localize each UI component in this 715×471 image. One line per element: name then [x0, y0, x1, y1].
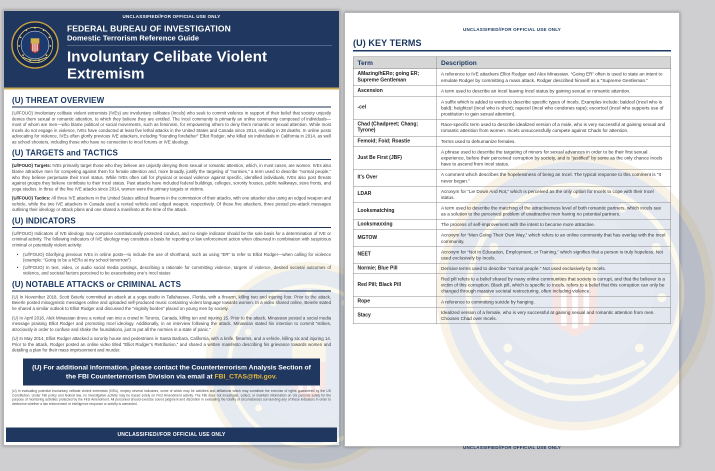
- threat-overview-section: [12, 97, 331, 146]
- description-cell: Red pill refers to a belief shared by many online communities that society is corrupt, and that the believer is a victim of this corruption. Black pill, which is specific to Incels, refers to a belief that this corruption can only be changed through massive societal restructuring, often including violence.: [437, 274, 671, 297]
- term-cell: Red Pill; Black Pill: [353, 274, 437, 297]
- tactics-paragraph: [12, 196, 331, 213]
- term-cell: LDAR: [353, 186, 437, 203]
- description-cell: A reference to committing suicide by hanging.: [437, 296, 671, 307]
- indicators-intro: (U//FOUO) Indicators of IVE ideology may comprise constitutionally protected conduct, and no single indicator should be the sole basis for a determination of IVE or criminal activity. The following indicators of IVE ideology may constitute a basis for reporting or law enforcement action when observed in combination with suspicious criminal or potentially violent activity:: [12, 230, 331, 248]
- description-cell: Race-specific term used to describe idealized version of a male, who is very successful at gaining sexual and romantic attention from women. Incels unsuccessfully compete against Chads for attention.: [437, 119, 671, 136]
- table-row: [353, 119, 671, 136]
- table-row: [353, 274, 671, 297]
- description-cell: Acronym for “Lie Down And Rot,” which is perceived as the only option for Incels to cope with their Incel status.: [437, 186, 671, 203]
- description-cell: Acronym for “Men Going Their Own Way,” which refers to an online community that has overlap with the Incel community.: [437, 230, 671, 247]
- fbi-seal-icon: [11, 21, 59, 69]
- term-cell: It’s Over: [353, 169, 437, 186]
- description-cell: Derisive terms used to describe “normal people.” Not used exclusively by Incels.: [437, 263, 671, 274]
- classification-banner-bottom: UNCLASSIFIED//FOR OFFICIAL USE ONLY: [462, 445, 561, 450]
- term-cell: Chad (Chadpreet; Chang; Tyrone): [353, 119, 437, 136]
- term-cell: Rope: [353, 296, 437, 307]
- table-row: [353, 69, 671, 86]
- term-cell: Femoid; Foid; Roastie: [353, 136, 437, 147]
- gold-divider: [4, 88, 339, 90]
- table-row: [353, 97, 671, 120]
- description-cell: Terms used to dehumanize females.: [437, 136, 671, 147]
- legal-footnote: (U) In evaluating potential involuntary celibate violent extremists (IVEs), employ several indicators, some of which may be activities and affiliations which may constitute the exercise of rights guaranteed by the US Constitution. Under FBI policy and federal law, no investigative activity may be based solely on First Amendment activity. The FBI does not investigate, collect, or maintain information on US persons solely for the purpose of monitoring activities protected by the First Amendment. All personnel should exercise sound judgment and discretion in evaluating the totality of circumstances surrounding any of these indicators in order to determine whether a law enforcement or intelligence response or activity is warranted.: [12, 389, 331, 406]
- targets-text: IVEs primarily target those who they believe are unjustly denying them sexual or romantic attention, which, in most cases, are women. IVEs also blame attractive men for competing against them for female attention and, more broadly, justify the targeting of “normies,” a term used to describe “normal people,” who they believe perpetuate their Incel status. While IVEs often call for physical or sexual violence against specific, identified individuals, IVEs also post threats against groups they believe contribute to their Incel status. Past attacks have included federal buildings, colleges, sorority houses, public walkways, store fronts, and yoga studios. In three of the five IVE attacks since 2014, women were the primary targets or victims.: [12, 163, 331, 192]
- targets-paragraph: [12, 163, 331, 192]
- description-cell: A phrase used to describe the targeting of minors for sexual advances in order to be their first sexual experience, before their perceived corruption by society, and is “justified” by some as the only chance Incels have to ascend from Incel status.: [437, 147, 671, 170]
- table-row: [353, 86, 671, 97]
- term-cell: AMazing/hERo; going ER; Supreme Gentleman: [353, 69, 437, 86]
- tactics-lead: (U//FOUO) Tactics:: [12, 195, 51, 201]
- indicator-text: (U//FOUO) In text, video, or audio social media postings, describing a rationale for committing violence, targets of violence, desired societal outcomes of violence, and societal factors perceived to be exacerbating one’s Incel status: [23, 264, 331, 276]
- description-cell: A term used to describe the matching of the attractiveness level of both romantic partners, which Incels see as a solution to the perceived problem of unattractive men having no potential partners.: [437, 203, 671, 220]
- targets-lead: (U//FOUO) Targets:: [12, 163, 52, 169]
- square-bullet-icon: ▪: [17, 264, 19, 270]
- classification-banner-top: UNCLASSIFIED//FOR OFFICIAL USE ONLY: [462, 27, 561, 32]
- term-cell: NEET: [353, 247, 437, 264]
- table-row: [353, 296, 671, 307]
- key-terms-table: [353, 57, 671, 325]
- classification-banner-top: UNCLASSIFIED//FOR OFFICIAL USE ONLY: [122, 14, 221, 19]
- contact-text: (U) For additional information, please contact the Counterterrorism Analysis Section of the FBI Counterterrorism Division via email at: [32, 363, 311, 381]
- table-row: [353, 169, 671, 186]
- column-header-description: Description: [437, 57, 671, 69]
- table-row: [353, 263, 671, 274]
- document-header: [4, 11, 339, 88]
- document-title: Involuntary Celibate Violent Extremism: [67, 48, 268, 82]
- threat-overview-paragraph: (U//FOUO) Involuntary celibate violent extremists (IVEs) are involuntary celibates (Incels) who seek to commit violence in support of their belief that society unjustly denies them sexual or romantic attention, to which they believe they are entitled. The Incel community is primarily an online community composed of individuals—most of whom are men—who blame political or social movements, such as feminism, for empowering others to deny them romantic or sexual attention. While most Incels do not engage in violence, IVEs have conducted at least five lethal attacks in the United States and Canada since 2014, resulting in 28 deaths. In online posts advocating for violence, IVEs often glorify previous IVE attackers, including “founding forefather” Elliot Rodger, who killed six individuals in California in 2014, as well as school shooters, including those who have no connection to Incel forums or IVE ideology.: [12, 110, 331, 145]
- description-cell: A reference to IVE attackers Elliot Rodger and Alex Minassian. “Going ER” often is used to state an intent to emulate Rodger by committing a mass attack. Rodger described himself as a “Supreme Gentleman.”: [437, 69, 671, 86]
- description-cell: A comment which describes the hopelessness of being an Incel. The typical response to this comment is “It never began.”: [437, 169, 671, 186]
- term-cell: Stacy: [353, 307, 437, 324]
- term-cell: Looksmatching: [353, 203, 437, 220]
- description-cell: A suffix which is added to words to describe specific types of Incels. Examples include: baldcel (Incel who is bald); heightcel (Incel who is short); rapecel (Incel who condones rape); escortcel (Incel who supports use of prostitution to gain sexual attention).: [437, 97, 671, 120]
- notable-attacks-section: [12, 280, 331, 353]
- square-bullet-icon: ▪: [17, 251, 19, 257]
- term-cell: Normie; Blue Pill: [353, 263, 437, 274]
- term-cell: Ascension: [353, 86, 437, 97]
- table-row: [353, 186, 671, 203]
- left-page: [3, 10, 340, 446]
- indicator-text: (U//FOUO) Glorifying previous IVEs in online posts—to include the use of shorthand, such as using “ER” to refer to Elliot Rodger—when calling for violence (example: “Going to be a hERo at my school tomorrow”): [23, 251, 331, 263]
- table-header-row: [353, 57, 671, 69]
- section-heading-notable-attacks: (U) NOTABLE ATTACKS or CRIMINAL ACTS: [12, 280, 331, 291]
- description-cell: Acronym for “Not in Education, Employment, or Training,” which signifies that a person is truly hopeless. Not used exclusively by Incels.: [437, 247, 671, 264]
- indicators-list: [17, 252, 331, 277]
- table-row: [353, 203, 671, 220]
- table-row: [353, 136, 671, 147]
- key-terms-heading: (U) KEY TERMS: [353, 38, 671, 52]
- section-heading-indicators: (U) INDICATORS: [12, 217, 331, 228]
- description-cell: Idealized version of a female, who is very successful at gaining sexual and romantic attention from men. Chooses Chad over Incels.: [437, 307, 671, 324]
- term-cell: MGTOW: [353, 230, 437, 247]
- right-page: [344, 12, 680, 450]
- section-heading-threat-overview: (U) THREAT OVERVIEW: [12, 97, 331, 108]
- attack-paragraph: (U) In November 2018, Scott Beierle committed an attack at a yoga studio in Tallahassee, Florida, with a firearm, killing two and injuring four. Prior to the attack, Beierle posted misogynistic messages online and uploaded self-produced music containing violent language towards women. In a video shared online, Beierle stated he shared a similar outlook to Elliot Rodger and discussed the “virginity burden” placed on young men by society.: [12, 294, 331, 311]
- attack-paragraph: (U) In May 2014, Elliot Rodger attacked a sorority house and pedestrians in Santa Barbara, California, with a knife, firearms, and a vehicle, killing six and injuring 14. Prior to the attack, Rodger posted an online video titled “Elliot Rodger’s Retribution,” and shared a written manifesto describing his grievance towards women and detailing a plan for their mass imprisonment and murder.: [12, 336, 331, 353]
- agency-name: FEDERAL BUREAU OF INVESTIGATION: [67, 24, 231, 34]
- indicators-section: [12, 217, 331, 276]
- classification-banner-bottom: UNCLASSIFIED//FOR OFFICIAL USE ONLY: [6, 428, 337, 443]
- term-cell: -cel: [353, 97, 437, 120]
- contact-info-box: [23, 358, 320, 385]
- column-header-term: Term: [353, 57, 437, 69]
- table-row: [353, 230, 671, 247]
- table-row: [353, 147, 671, 170]
- tactics-text: All three IVE attackers in the United States utilized firearms in the commission of their attacks, with one attacker also using an edged weapon and vehicle, while the two IVE attackers in Canada used a rented vehicle and edged weapon, respectively. Of these five attackers, three posted pre-attack messages outlining their ideology or attack plans and one shared a manifesto at the time of the attack.: [12, 195, 331, 213]
- table-row: [353, 247, 671, 264]
- indicator-item: [17, 265, 331, 277]
- indicator-item: [17, 252, 331, 264]
- term-cell: Looksmaxxing: [353, 219, 437, 230]
- section-heading-targets-tactics: (U) TARGETS and TACTICS: [12, 149, 331, 160]
- term-cell: Just Be First (JBF): [353, 147, 437, 170]
- table-row: [353, 219, 671, 230]
- document-type: Domestic Terrorism Reference Guide: [67, 34, 332, 46]
- targets-tactics-section: [12, 149, 331, 213]
- description-cell: The process of self-improvement with the intent to become more attractive.: [437, 219, 671, 230]
- attack-paragraph: (U) In April 2018, Alek Minassian drove a rented van into a crowd in Toronto, Canada, killing ten and injuring 15. Prior to the attack, Minassian posted a social media message praising Elliot Rodger and promoting Incel ideology. Additionally, in an interview following the attack, Minassian stated his intention to commit “strikes, atrociously in order to confuse and shake the foundations, just to put all the normies in a state of panic.”: [12, 315, 331, 332]
- description-cell: A term used to describe an Incel leaving Incel status by gaining sexual or romantic attention.: [437, 86, 671, 97]
- contact-email-link[interactable]: FBI_CTAS@fbi.gov.: [214, 372, 278, 381]
- table-row: [353, 307, 671, 324]
